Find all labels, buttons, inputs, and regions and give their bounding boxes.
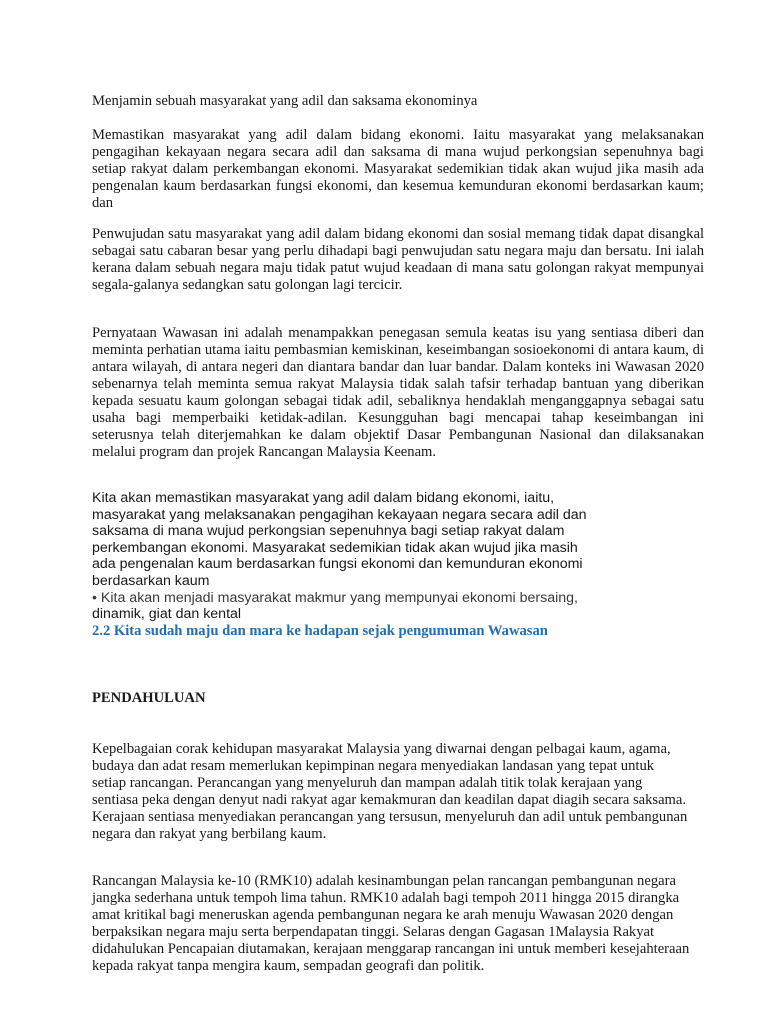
paragraph-2: Penwujudan satu masyarakat yang adil dalam bidang ekonomi dan sosial memang tidak dapat disangkal sebagai satu cabaran besar yang perlu dihadapi bagi penwujudan satu negara maju dan bersatu. Ini ialah kerana dalam sebuah negara maju tidak patut wujud keadaan di mana satu golongan rakyat mempunyai segala-galanya sedangkan satu golongan lagi tercicir. bbox=[92, 226, 704, 293]
sans-line: saksama di mana wujud perkongsian sepenuhnya bagi setiap rakyat dalam bbox=[92, 523, 565, 540]
paragraph-line: Kerajaan sentiasa menyediakan perancangan yang tersusun, menyeluruh dan adil untuk pembangunan bbox=[92, 809, 688, 825]
paragraph-line: jangka sederhana untuk tempoh lima tahun. RMK10 adalah bagi tempoh 2011 hingga 2015 dirangka bbox=[92, 890, 680, 906]
paragraph-3: Pernyataan Wawasan ini adalah menampakkan penegasan semula keatas isu yang sentiasa diberi dan meminta perhatian utama iaitu pembasmian kemiskinan, keseimbangan sosioekonomi di antara kaum, di antara wilayah, di antara negeri dan diantara bandar dan luar bandar. Dalam konteks ini Wawasan 2020 sebenarnya telah meminta semua rakyat Malaysia tidak salah tafsir terhadap bantuan yang diberikan kepada sesuatu kaum golongan sebagai tidak adil, sebaliknya hendaklah menganggapnya sebagai satu usaha bagi memperbaiki ketidak-adilan. Kesungguhan bagi mencapai tahap keseimbangan ini seterusnya telah diterjemahkan ke dalam objektif Dasar Pembangunan Nasional dan dilaksanakan melalui program dan projek Rancangan Malaysia Keenam. bbox=[92, 325, 704, 460]
sans-line: perkembangan ekonomi. Masyarakat sedemikian tidak akan wujud jika masih bbox=[92, 539, 578, 556]
bullet-line: • Kita akan menjadi masyarakat makmur yang mempunyai ekonomi bersaing, bbox=[92, 589, 578, 606]
paragraph-line: amat kritikal bagi meneruskan agenda pembangunan negara ke arah menuju Wawasan 2020 dengan bbox=[92, 907, 674, 923]
title-line: Menjamin sebuah masyarakat yang adil dan saksama ekonominya bbox=[92, 93, 478, 109]
paragraph-line: negara dan rakyat yang berbilang kaum. bbox=[92, 826, 327, 842]
paragraph-line: sentiasa peka dengan denyut nadi rakyat agar kemakmuran dan keadilan dapat diagih secara saksama. bbox=[92, 792, 687, 808]
sans-line: Kita akan memastikan masyarakat yang adil dalam bidang ekonomi, iaitu, bbox=[92, 490, 555, 506]
paragraph-5 bbox=[92, 873, 704, 975]
paragraph-line: budaya dan adat resam memerlukan kepimpinan negara menyediakan landasan yang tepat untuk bbox=[92, 758, 655, 774]
paragraph-line: berpaksikan negara maju serta berpendapatan tinggi. Selaras dengan Gagasan 1Malaysia Rakyat bbox=[92, 924, 655, 940]
paragraph-4 bbox=[92, 741, 704, 843]
paragraph-line: setiap rancangan. Perancangan yang menyeluruh dan mampan adalah titik tolak kerajaan yang bbox=[92, 775, 643, 791]
paragraph-line: Kepelbagaian corak kehidupan masyarakat Malaysia yang diwarnai dengan pelbagai kaum, agama, bbox=[92, 741, 671, 757]
sans-line: masyarakat yang melaksanakan pengagihan kekayaan negara secara adil dan bbox=[92, 506, 587, 523]
paragraph-line: kepada rakyat tanpa mengira kaum, sempadan geografi dan politik. bbox=[92, 958, 485, 974]
sans-paragraph bbox=[92, 490, 704, 623]
sans-line: berdasarkan kaum bbox=[92, 572, 210, 589]
section-heading-pendahuluan: PENDAHULUAN bbox=[92, 690, 206, 706]
sans-line: ada pengenalan kaum berdasarkan fungsi ekonomi dan kemunduran ekonomi bbox=[92, 556, 583, 573]
subheading-wawasan: 2.2 Kita sudah maju dan mara ke hadapan sejak pengumuman Wawasan bbox=[92, 623, 548, 639]
bullet-continuation: dinamik, giat dan kental bbox=[92, 606, 242, 623]
paragraph-line: didahulukan Pencapaian diutamakan, kerajaan menggarap rancangan ini untuk memberi kesejahteraan bbox=[92, 941, 690, 957]
paragraph-1: Memastikan masyarakat yang adil dalam bidang ekonomi. Iaitu masyarakat yang melaksanakan pengagihan kekayaan negara secara adil dan saksama di mana wujud perkongsian sepenuhnya bagi setiap rakyat dalam perkembangan ekonomi. Masyarakat sedemikian tidak akan wujud jika masih ada pengenalan kaum berdasarkan fungsi ekonomi, dan kesemua kemunduran ekonomi berdasarkan kaum; dan bbox=[92, 127, 704, 211]
paragraph-line: Rancangan Malaysia ke-10 (RMK10) adalah kesinambungan pelan rancangan pembangunan negara bbox=[92, 873, 676, 889]
